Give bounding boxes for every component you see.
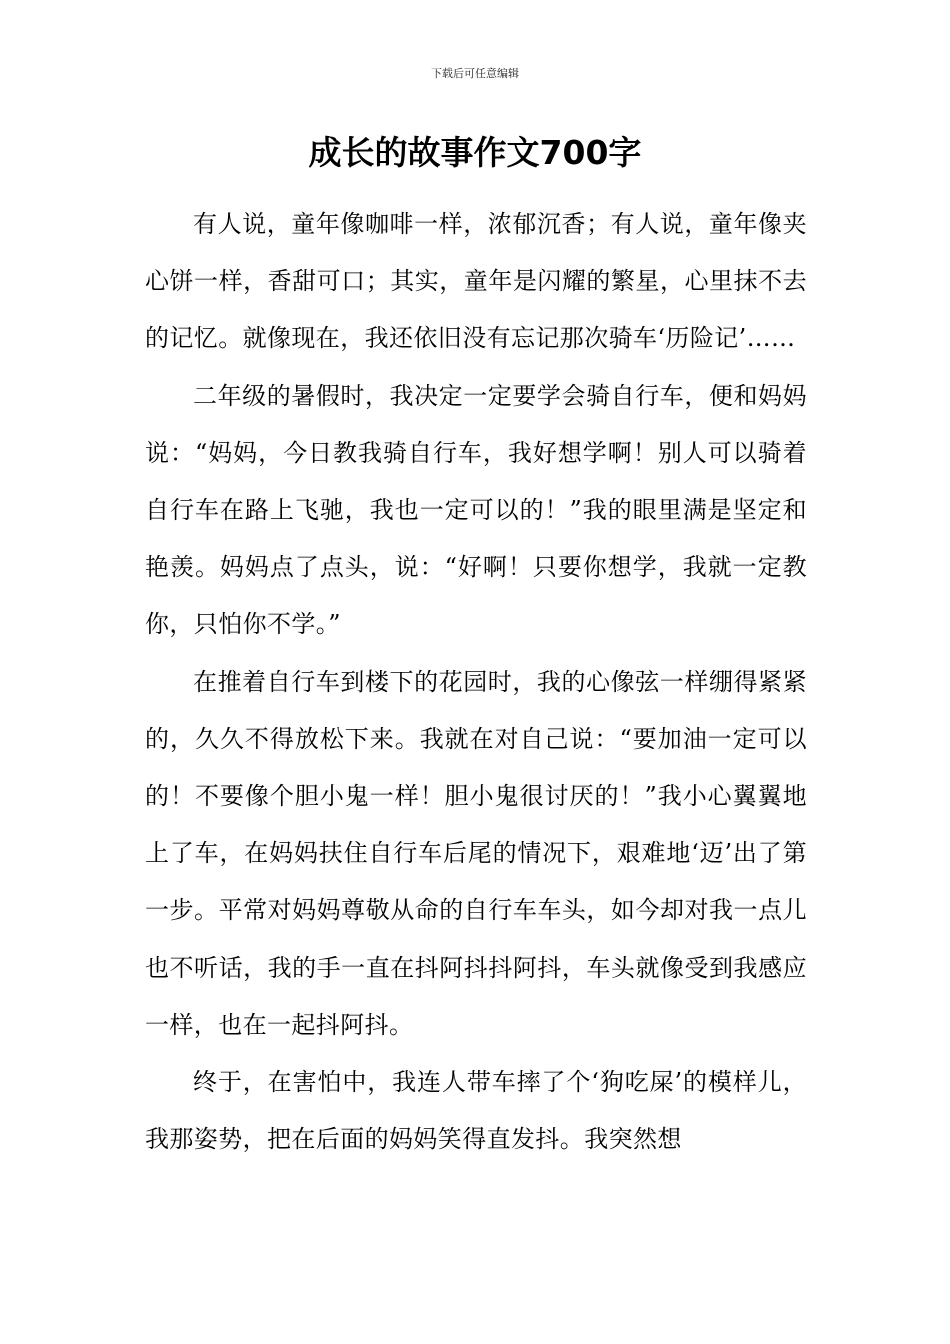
paragraph: 终于，在害怕中，我连人带车摔了个‘狗吃屎’的模样儿，我那姿势，把在后面的妈妈笑得直发抖。我突然想	[145, 1068, 807, 1154]
document-title: 成长的故事作文700字	[308, 133, 642, 172]
document-body	[145, 196, 807, 1168]
paragraph: 在推着自行车到楼下的花园时，我的心像弦一样绷得紧紧的，久久不得放松下来。我就在对自己说：“要加油一定可以的！不要像个胆小鬼一样！胆小鬼很讨厌的！”我小心翼翼地上了车，在妈妈扶住自行车后尾的情况下，艰难地‘迈’出了第一步。平常对妈妈尊敬从命的自行车车头，如今却对我一点儿也不听话，我的手一直在抖阿抖抖阿抖，车头就像受到我感应一样，也在一起抖阿抖。	[145, 667, 807, 1039]
header-note: 下载后可任意编辑	[431, 67, 519, 80]
paragraph: 二年级的暑假时，我决定一定要学会骑自行车，便和妈妈说：“妈妈，今日教我骑自行车，我好想学啊！别人可以骑着自行车在路上飞驰，我也一定可以的！”我的眼里满是坚定和艳羡。妈妈点了点头，说：“好啊！只要你想学，我就一定教你，只怕你不学。”	[145, 381, 807, 639]
paragraph: 有人说，童年像咖啡一样，浓郁沉香；有人说，童年像夹心饼一样，香甜可口；其实，童年是闪耀的繁星，心里抹不去的记忆。就像现在，我还依旧没有忘记那次骑车‘历险记’……	[145, 210, 807, 353]
